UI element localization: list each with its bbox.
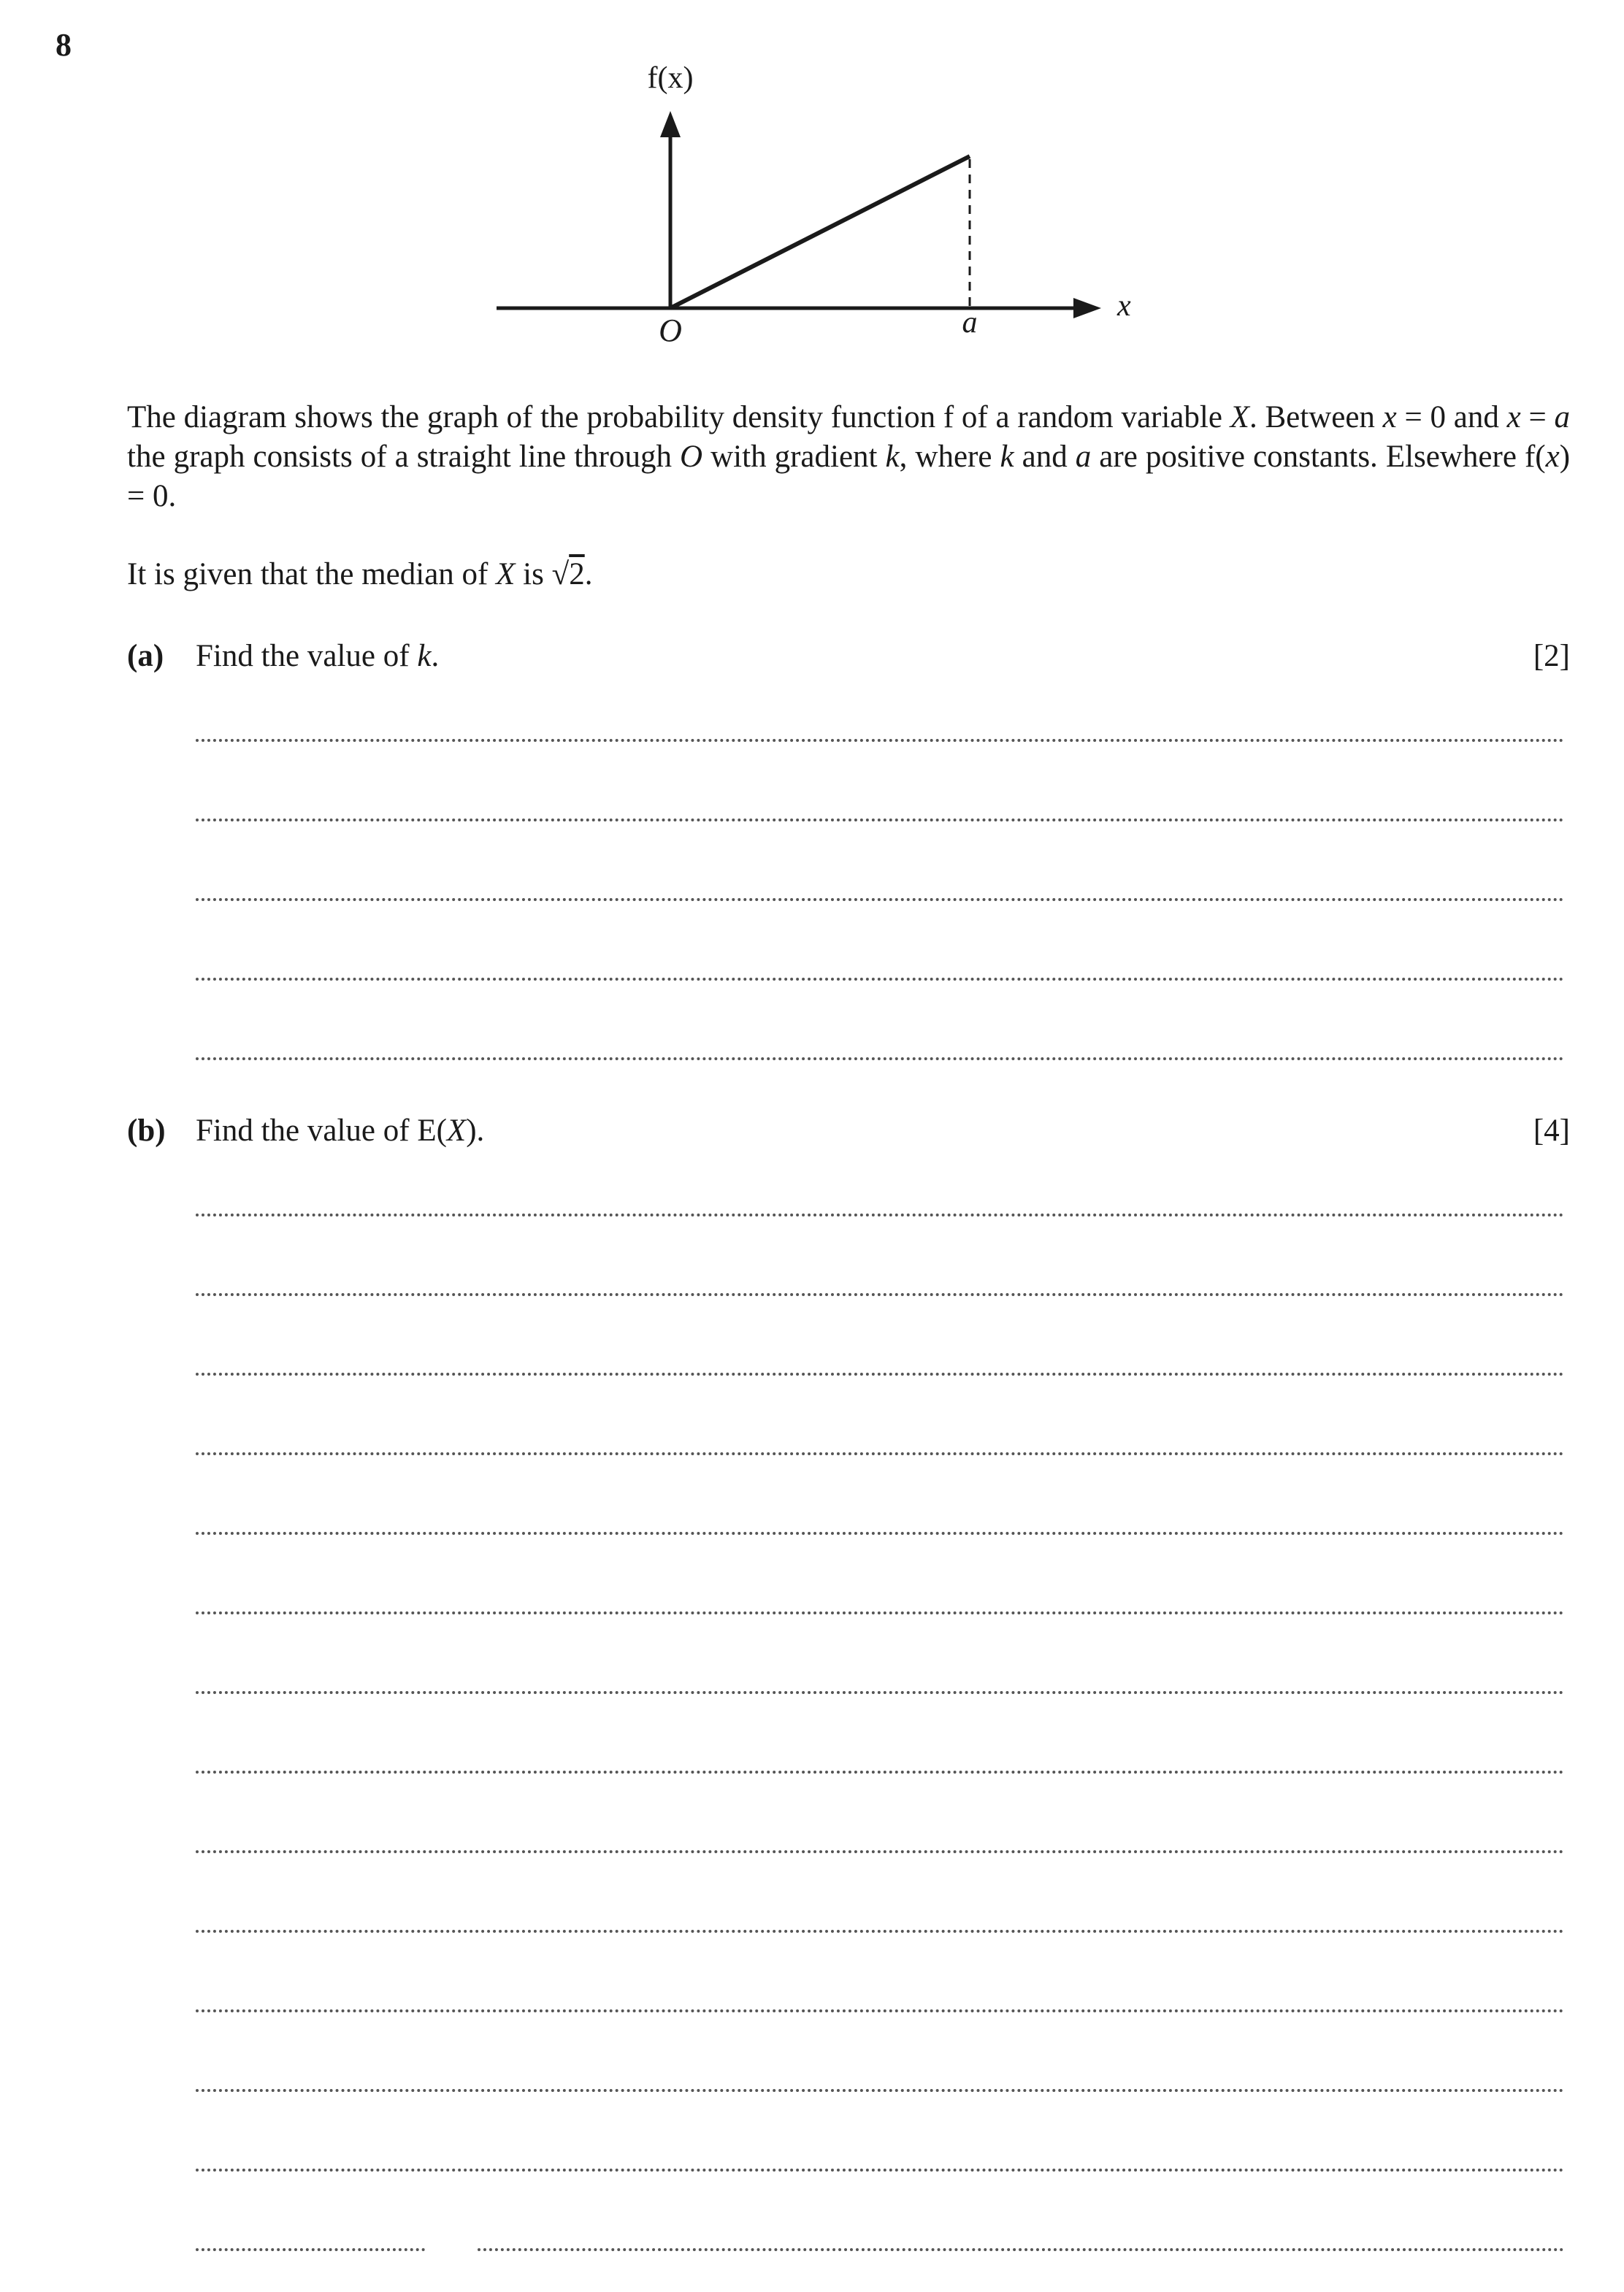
density-line (670, 156, 970, 308)
part-a-text: Find the value of k. (196, 639, 440, 673)
part-a-label: (a) (127, 639, 164, 673)
pdf-diagram (438, 51, 1168, 358)
answer-line[interactable] (196, 1691, 1564, 1694)
answer-line[interactable] (196, 1532, 1564, 1535)
answer-line[interactable] (196, 2089, 1564, 2092)
y-axis-arrowhead (660, 111, 681, 137)
page-number: 8 (55, 27, 72, 63)
answer-line[interactable] (196, 1214, 1564, 1216)
answer-line[interactable] (196, 1850, 1564, 1853)
answer-line[interactable] (196, 1452, 1564, 1455)
answer-line[interactable] (196, 1771, 1564, 1774)
x-axis-arrowhead (1073, 298, 1101, 318)
answer-line[interactable] (196, 739, 1564, 742)
answer-line[interactable] (196, 2009, 1564, 2012)
answer-line[interactable] (196, 1930, 1564, 1933)
question-part-a (127, 637, 1570, 681)
answer-line[interactable] (196, 1611, 1564, 1614)
part-b-marks: [4] (1533, 1114, 1570, 1148)
part-b-label: (b) (127, 1114, 166, 1148)
answer-line[interactable] (196, 1373, 1564, 1376)
median-statement: It is given that the median of X is √2. (127, 557, 593, 591)
a-label: a (962, 306, 978, 340)
answer-line[interactable] (196, 978, 1564, 981)
square-root-2: √2 (551, 557, 585, 591)
answer-line[interactable] (196, 819, 1564, 821)
answer-line[interactable] (196, 2169, 1564, 2172)
answer-line-final[interactable] (478, 2248, 1564, 2251)
x-axis-label: x (1117, 289, 1131, 323)
answer-line-short[interactable] (196, 2248, 425, 2251)
part-a-marks: [2] (1533, 639, 1570, 673)
part-b-text: Find the value of E(X). (196, 1114, 485, 1148)
question-intro: The diagram shows the graph of the probability density function f of a random variable X. Between x = 0 and x = a the graph consists of a straight line through O with gradient k, where k and a are positive constants. Elsewhere f(x) = 0. (127, 400, 1571, 513)
y-axis-label: f(x) (647, 61, 694, 95)
answer-line[interactable] (196, 1293, 1564, 1296)
answer-line[interactable] (196, 1057, 1564, 1060)
answer-line[interactable] (196, 898, 1564, 901)
question-part-b (127, 1111, 1570, 1155)
origin-label: O (659, 313, 682, 348)
